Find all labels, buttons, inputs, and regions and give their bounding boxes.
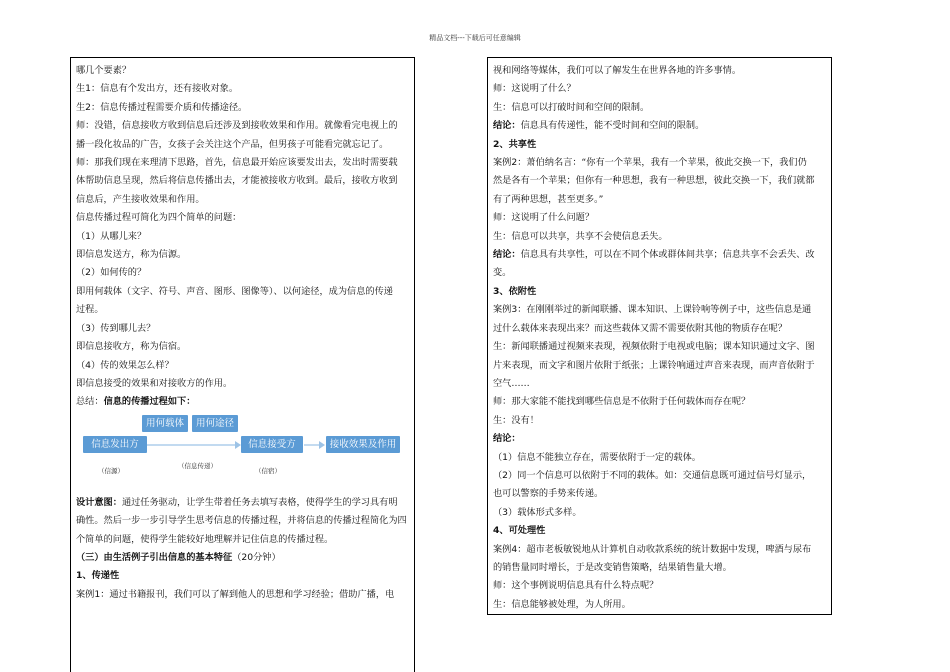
text-line-content: 生：没有！ xyxy=(493,414,539,426)
summary-prefix: 总结： xyxy=(76,396,104,408)
text-line-content: 师：这说明了什么问题？ xyxy=(493,212,595,224)
text-line-content: （2）同一个信息可以依附于不同的载体。如：交通信息既可通过信号灯显示， xyxy=(493,469,812,481)
text-line xyxy=(76,567,410,585)
text-line xyxy=(493,449,827,467)
transmission-diagram xyxy=(76,414,410,492)
text-line-content: 1、传递性 xyxy=(76,570,120,582)
text-line xyxy=(493,320,827,338)
text-line xyxy=(76,228,410,246)
text-line-content: （3）载体形式多样。 xyxy=(493,506,582,518)
text-line-content: 生：信息可以共享，共享不会使信息丢失。 xyxy=(493,230,668,242)
text-line xyxy=(493,99,827,117)
text-line-content: 生：信息能够被处理，为人所用。 xyxy=(493,598,631,610)
receiver-box: 信息接受方 xyxy=(241,436,303,453)
text-line xyxy=(493,577,827,595)
text-line xyxy=(493,301,827,319)
text-line-content: 生1：信息有个发出方，还有接收对象。 xyxy=(76,83,239,95)
text-line-content: 过什么载体来表现出来？而这些载体又需不需要依附其他的物质存在呢？ xyxy=(493,322,787,334)
text-line-content: 确性。然后一步一步引导学生思考信息的传播过程，并将信息的传播过程简化为四 xyxy=(76,515,407,527)
text-line xyxy=(493,338,827,356)
text-line-content: 哪几个要素？ xyxy=(76,65,132,76)
text-line xyxy=(76,320,410,338)
route-box: 用何途径 xyxy=(192,415,238,432)
text-line-content: （1）信息不能独立存在，需要依附于一定的载体。 xyxy=(493,451,701,463)
left-text-block xyxy=(76,62,410,604)
summary-line xyxy=(76,393,410,411)
text-line xyxy=(76,172,410,190)
text-line xyxy=(493,485,827,503)
text-line xyxy=(493,228,827,246)
text-line xyxy=(493,154,827,172)
text-line xyxy=(493,596,827,614)
text-line-suffix: （20分钟） xyxy=(232,551,281,563)
text-line xyxy=(493,522,827,540)
text-line-content: 信息后，产生接收效果和作用。 xyxy=(76,193,205,205)
text-line-content: 生：新闻联播通过视频来表现，视频依附于电视或电脑；课本知识通过文字、图 xyxy=(493,341,815,353)
text-line-content: 个简单的问题，使得学生能较好地理解并记住信息的传播过程。 xyxy=(76,533,334,545)
text-line xyxy=(76,301,410,319)
text-line-content: 体帮助信息呈现，然后将信息传播出去，才能被接收方收到。最后，接收方收到 xyxy=(76,175,398,187)
text-line-content: 师：那大家能不能找到哪些信息是不依附于任何载体而存在呢？ xyxy=(493,396,751,408)
text-line xyxy=(76,191,410,209)
text-line-rest: 信息具有传递性，能不受时间和空间的限制。 xyxy=(520,120,705,132)
text-line xyxy=(76,357,410,375)
arrowhead-2 xyxy=(319,441,325,449)
text-line-content: 也可以警察的手势来传递。 xyxy=(493,488,604,500)
text-line xyxy=(493,504,827,522)
caption-transfer: （信息传递） xyxy=(178,461,217,470)
text-line-content: 即信息发送方，称为信源。 xyxy=(76,249,187,261)
effect-box: 接收效果及作用 xyxy=(326,436,400,453)
text-line-content: 案例2：萧伯纳名言：“你有一个苹果，我有一个苹果，彼此交换一下，我们仍 xyxy=(493,157,807,169)
text-line xyxy=(76,531,410,549)
text-line-rest: 信息具有共享性，可以在不同个体或群体间共享；信息共享不会丢失、改 xyxy=(520,249,815,261)
page-header-note: 精品文档---下载后可任意编辑 xyxy=(429,34,521,42)
text-line xyxy=(493,172,827,190)
text-line-content: 案例1：通过书籍报刊，我们可以了解到他人的思想和学习经验；借助广播，电 xyxy=(76,588,395,600)
text-line-content: 信息传播过程可简化为四个简单的问题： xyxy=(76,212,242,224)
source-box: 信息发出方 xyxy=(83,436,147,453)
text-line-content: 结论： xyxy=(493,120,521,132)
caption-source: （信源） xyxy=(98,466,124,475)
text-line xyxy=(493,264,827,282)
text-line-content: 即信息接受的效果和对接收方的作用。 xyxy=(76,377,233,389)
text-line-content: 案例3：在刚刚举过的新闻联播、课本知识、上课铃响等例子中，这些信息是通 xyxy=(493,304,812,316)
text-line xyxy=(76,375,410,393)
text-line xyxy=(493,375,827,393)
text-line-content: 生2：信息传播过程需要介质和传播途径。 xyxy=(76,101,248,113)
text-line-content: 播一段化妆品的广告，女孩子会关注这个产品，但男孩子可能看完就忘记了。 xyxy=(76,138,389,150)
text-line-content: （1）从哪儿来？ xyxy=(76,230,147,242)
text-line-content: 视和网络等媒体，我们可以了解发生在世界各地的许多事情。 xyxy=(493,65,742,76)
text-line-content: 结论： xyxy=(493,433,521,445)
text-line xyxy=(493,191,827,209)
right-text-block xyxy=(493,62,827,614)
text-line xyxy=(493,357,827,375)
text-line xyxy=(493,209,827,227)
text-line-content: 片来表现，而文字和图片依附于纸张；上课铃响通过声音来表现，而声音依附于 xyxy=(493,359,815,371)
text-line xyxy=(76,209,410,227)
text-line xyxy=(76,512,410,530)
text-line-content: 4、可处理性 xyxy=(493,525,546,537)
text-line-content: 2、共享性 xyxy=(493,138,537,150)
text-line xyxy=(493,117,827,135)
text-line xyxy=(76,99,410,117)
summary-title: 信息的传播过程如下： xyxy=(103,396,196,408)
text-line-content: （2）如何传的？ xyxy=(76,267,147,279)
text-line xyxy=(493,412,827,430)
text-line-content: 即信息接收方，称为信宿。 xyxy=(76,341,187,353)
text-line-content: 师：这说明了什么？ xyxy=(493,83,576,95)
text-line xyxy=(493,80,827,98)
caption-sink: （信宿） xyxy=(255,466,281,475)
arrowhead-1 xyxy=(235,441,241,449)
text-line xyxy=(493,541,827,559)
flow-arrows xyxy=(147,439,402,451)
text-line-content: 师：这个事例说明信息具有什么特点呢？ xyxy=(493,580,659,592)
text-line xyxy=(493,467,827,485)
text-line xyxy=(76,494,410,512)
text-line xyxy=(76,136,410,154)
text-line-content: 即用何载体（文字、符号、声音、图形、图像等）、以何途径，成为信息的传递 xyxy=(76,285,393,297)
text-line xyxy=(493,136,827,154)
text-line-content: 空气…… xyxy=(493,377,530,389)
text-line-content: 3、依附性 xyxy=(493,285,537,297)
text-line xyxy=(76,338,410,356)
text-line xyxy=(493,246,827,264)
text-line-content: 生：信息可以打破时间和空间的限制。 xyxy=(493,101,650,113)
left-panel xyxy=(70,57,415,672)
text-line-content: 变。 xyxy=(493,267,512,279)
text-line xyxy=(493,283,827,301)
carrier-box: 用何载体 xyxy=(142,415,188,432)
text-line xyxy=(76,80,410,98)
text-line-content: 案例4：超市老板敏锐地从计算机自动收款系统的统计数据中发现，啤酒与尿布 xyxy=(493,543,812,555)
text-line-content: 通过任务驱动，让学生带着任务去填写表格，使得学生的学习具有明 xyxy=(121,496,398,508)
text-line xyxy=(76,246,410,264)
text-line xyxy=(76,283,410,301)
text-line xyxy=(76,62,410,80)
design-label: 设计意图： xyxy=(76,496,122,508)
text-line-content: 的销售量同时增长，于是改变销售策略，结果销售量大增。 xyxy=(493,561,732,573)
text-line xyxy=(493,62,827,80)
text-line xyxy=(493,393,827,411)
text-line-content: 然是各有一个苹果；但你有一种思想，我有一种思想，彼此交换一下，我们就都 xyxy=(493,175,815,187)
text-line-content: 师：那我们现在来理清下思路，首先，信息最开始应该要发出去，发出时需要载 xyxy=(76,157,398,169)
text-line-content: 过程。 xyxy=(76,304,104,316)
text-line xyxy=(76,154,410,172)
text-line-content: 师：没错，信息接收方收到信息后还涉及到接收效果和作用。就像看完电视上的 xyxy=(76,120,398,132)
text-line xyxy=(76,117,410,135)
text-line xyxy=(76,264,410,282)
text-line-content: （3）传到哪儿去？ xyxy=(76,322,156,334)
text-line xyxy=(493,430,827,448)
text-line xyxy=(76,549,410,567)
text-line-content: （三）由生活例子引出信息的基本特征 xyxy=(76,551,233,563)
right-panel xyxy=(487,57,832,615)
text-line-content: 结论： xyxy=(493,249,521,261)
text-line-content: 有了两种思想，甚至更多。” xyxy=(493,193,604,205)
text-line xyxy=(76,586,410,604)
text-line-content: （4）传的效果怎么样？ xyxy=(76,359,174,371)
text-line xyxy=(493,559,827,577)
